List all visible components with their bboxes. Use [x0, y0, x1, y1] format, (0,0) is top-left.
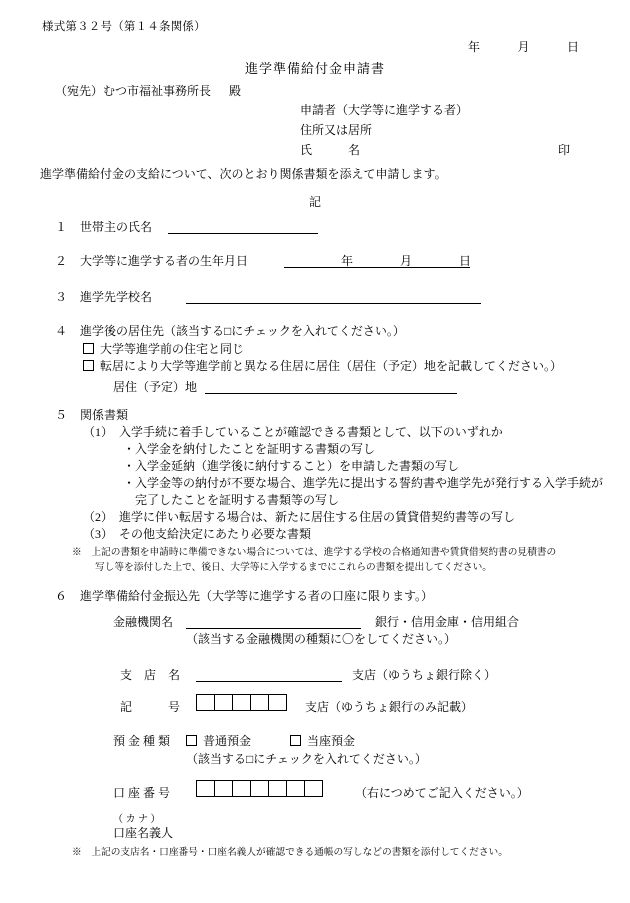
account-cell[interactable] — [214, 780, 233, 797]
date-gap-1 — [484, 40, 514, 55]
item-6-kigo-label: 記 号 — [120, 700, 181, 714]
item-6-deposit-option-1-label: 普通預金 — [203, 734, 252, 748]
item-5-line-5: 完了したことを証明する書類等の写し — [135, 493, 340, 507]
item-5-line-1: （1） 入学手続に着手していることが確認できる書類として、以下のいずれか — [83, 425, 503, 439]
item-6-deposit-option-2[interactable] — [290, 732, 355, 749]
item-6-account-note: （右につめてご記入ください。） — [355, 786, 529, 800]
item-1-input-line[interactable] — [168, 233, 318, 234]
item-5-line-7: （3） その他支給決定にあたり必要な書類 — [83, 527, 312, 541]
item-5-line-3: ・入学金延納（進学後に納付すること）を申請した書類の写し — [123, 459, 460, 473]
item-6-bank-note: （該当する金融機関の種類に〇をしてください。） — [186, 632, 457, 646]
item-2-number: ２ — [55, 254, 68, 268]
item-6-deposit-option-1[interactable] — [186, 732, 251, 749]
item-6-note: ※ 上記の支店名・口座番号・口座名義人が確認できる通帳の写しなどの書類を添付してください。 — [72, 847, 508, 858]
ki-mark: 記 — [308, 195, 321, 209]
account-cell[interactable] — [304, 780, 323, 797]
seal-label: 印 — [558, 143, 571, 157]
item-4-check-1-label: 大学等進学前の住宅と同じ — [100, 342, 245, 356]
checkbox-icon[interactable] — [83, 360, 94, 371]
item-5-note-line-1: ※ 上記の書類を申請時に準備できない場合については、進学する学校の合格通知書や賃貸借契約書の見積書の — [72, 547, 557, 558]
item-2-label: 大学等に進学する者の生年月日 — [80, 254, 249, 268]
item-2-input-line[interactable] — [284, 267, 470, 268]
item-4-number: ４ — [55, 324, 68, 338]
kigo-cell[interactable] — [232, 694, 251, 711]
account-cell[interactable] — [232, 780, 251, 797]
kigo-cell[interactable] — [250, 694, 269, 711]
account-cell[interactable] — [268, 780, 287, 797]
kigo-cell[interactable] — [214, 694, 233, 711]
item-6-deposit-option-2-label: 当座預金 — [307, 734, 356, 748]
kigo-cell[interactable] — [268, 694, 287, 711]
intro-text: 進学準備給付金の支給について、次のとおり関係書類を添えて申請します。 — [40, 167, 447, 181]
account-cell[interactable] — [286, 780, 305, 797]
item-4-label: 進学後の居住先（該当する□にチェックを入れてください。） — [80, 324, 405, 338]
item-6-kigo-boxes[interactable] — [196, 694, 286, 711]
form-number: 様式第３２号（第１４条関係） — [42, 21, 206, 33]
item-6-branch-input-line[interactable] — [196, 681, 342, 682]
kigo-cell[interactable] — [196, 694, 215, 711]
item-4-check-1[interactable] — [83, 340, 244, 357]
item-5-note-line-2: 写し等を添付した上で、後日、大学等に入学するまでにこれらの書類を提出してください。 — [95, 562, 492, 573]
date-day-label: 日 — [567, 40, 580, 54]
applicant-line-2: 住所又は居所 — [300, 123, 373, 137]
account-cell[interactable] — [196, 780, 215, 797]
item-6-kana-label: （ カ ナ ） — [113, 814, 161, 825]
date-line — [468, 38, 580, 55]
applicant-line-1: 申請者（大学等に進学する者） — [300, 103, 469, 117]
item-2-day-label: 日 — [459, 254, 472, 268]
checkbox-icon[interactable] — [83, 343, 94, 354]
item-6-bank-kinds: 銀行・信用金庫・信用組合 — [375, 615, 520, 629]
item-4-check-2-label: 転居により大学等進学前と異なる住居に居住（居住（予定）地を記載してください。） — [100, 359, 563, 373]
item-5-number: ５ — [55, 408, 68, 422]
date-month-label: 月 — [517, 40, 531, 54]
item-1-number: １ — [55, 220, 68, 234]
item-5-line-2: ・入学金を納付したことを証明する書類の写し — [123, 442, 376, 456]
applicant-block — [300, 100, 571, 160]
item-6-bank-label: 金融機関名 — [113, 615, 174, 629]
item-4-input-line[interactable] — [205, 393, 457, 394]
item-4-sub-label: 居住（予定）地 — [113, 380, 198, 394]
item-6-branch-suffix: 支店（ゆうちょ銀行除く） — [352, 668, 497, 682]
addressee — [55, 82, 241, 99]
item-1-label: 世帯主の氏名 — [80, 220, 153, 234]
item-6-deposit-note: （該当する□にチェックを入れてください。） — [186, 752, 427, 766]
item-4-check-2[interactable] — [83, 357, 562, 374]
item-6-holder-label: 口座名義人 — [113, 826, 174, 840]
item-6-kigo-suffix: 支店（ゆうちょ銀行のみ記載） — [305, 700, 474, 714]
item-2-year-label: 年 — [341, 254, 354, 268]
item-5-line-6: （2） 進学に伴い転居する場合は、新たに居住する住居の賃貸借契約書等の写し — [83, 510, 516, 524]
date-gap-2 — [534, 40, 564, 55]
item-3-input-line[interactable] — [186, 303, 481, 304]
item-6-account-label: 口 座 番 号 — [113, 786, 171, 800]
checkbox-icon[interactable] — [290, 735, 301, 746]
checkbox-icon[interactable] — [186, 735, 197, 746]
applicant-line-3: 氏 名 — [300, 143, 361, 157]
item-6-account-boxes[interactable] — [196, 780, 322, 797]
item-3-label: 進学先学校名 — [80, 290, 153, 304]
item-2-month-label: 月 — [400, 254, 413, 268]
item-5-label: 関係書類 — [80, 408, 129, 422]
item-6-branch-label: 支 店 名 — [120, 668, 181, 682]
date-year-label: 年 — [468, 40, 481, 54]
item-6-bank-input-line[interactable] — [186, 628, 361, 629]
item-6-label: 進学準備給付金振込先（大学等に進学する者の口座に限ります。） — [80, 589, 434, 603]
item-6-deposit-label: 預 金 種 類 — [113, 734, 171, 748]
item-5-line-4: ・入学金等の納付が不要な場合、進学先に提出する誓約書や進学先が発行する入学手続が — [123, 476, 604, 490]
item-3-number: ３ — [55, 290, 68, 304]
addressee-honorific: 殿 — [229, 84, 242, 98]
page-title: 進学準備給付金申請書 — [244, 61, 385, 76]
item-6-number: ６ — [55, 589, 68, 603]
addressee-text: （宛先）むつ市福祉事務所長 — [55, 84, 212, 98]
account-cell[interactable] — [250, 780, 269, 797]
